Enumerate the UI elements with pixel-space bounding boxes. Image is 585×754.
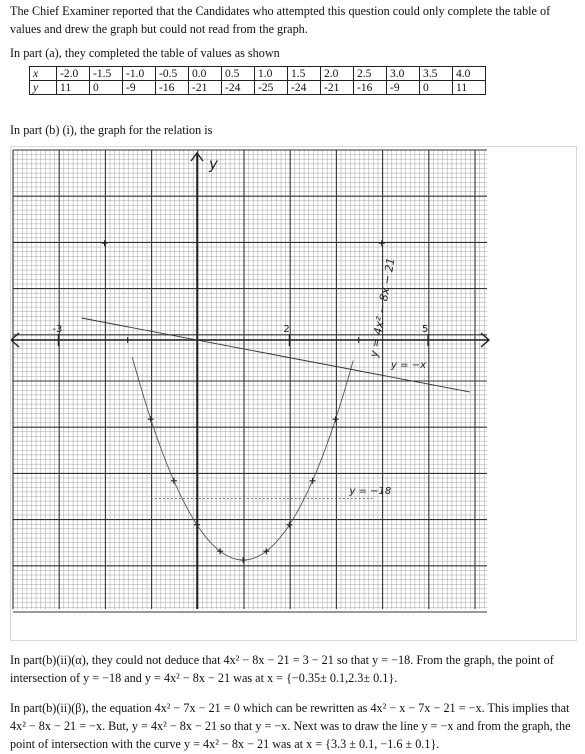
table-cell-x: 3.0 [387,67,420,81]
plotted-point [102,240,108,246]
plotted-point [286,522,292,528]
hline-label: y = −18 [349,486,392,497]
plotted-point [171,478,177,484]
graph-svg [11,147,576,640]
table-cell-x: 1.0 [255,67,288,81]
plotted-point [379,240,385,246]
table-cell-x: 4.0 [453,67,486,81]
minor-grid [13,150,487,609]
table-cell-x: -2.0 [57,67,90,81]
table-cell-y: -21 [321,81,354,95]
line-label: y = −x [391,360,426,372]
alpha-paragraph: In part(b)(ii)(α), they could not deduce that 4x² − 8x − 21 = 3 − 21 so that y = −18. From the graph, the point of intersection of y = −18 and y = 4x² − 8x − 21 was at x = {−0.35± 0.1,2.3± 0.1}. [10,653,554,685]
axis-tick-label: -3 [52,324,63,335]
table-cell-x: 3.5 [420,67,453,81]
table-cell-y: 11 [57,81,90,95]
table-cell-y: 11 [453,81,486,95]
table-cell-x: 0.0 [189,67,222,81]
table-cell-y: -9 [123,81,156,95]
table-header-y: y [30,81,57,95]
table-cell-x: 2.0 [321,67,354,81]
values-table [29,66,486,95]
axis-tick-label: 5 [422,324,429,335]
graph-figure [10,146,577,641]
table-cell-y: -16 [156,81,189,95]
plotted-point [356,337,362,343]
axis-tick-label: 2 [283,324,290,335]
plotted-point [125,337,131,343]
curve-label: y = 4x² − 8x − 21 [367,256,398,359]
table-cell-y: -24 [222,81,255,95]
plotted-point [240,557,246,563]
table-cell-x: 1.5 [288,67,321,81]
plotted-point [310,478,316,484]
intro-paragraph: The Chief Examiner reported that the Candidates who attempted this question could only complete the table of values and drew the graph but could not read from the graph. [10,4,551,36]
table-cell-x: -1.5 [90,67,123,81]
table-cell-y: -9 [387,81,420,95]
part-b-text: In part (b) (i), the graph for the relation is [10,123,213,137]
table-cell-y: -24 [288,81,321,95]
table-cell-y: -25 [255,81,288,95]
part-a-text: In part (a), they completed the table of values as shown [10,46,280,60]
table-cell-y: 0 [90,81,123,95]
table-cell-y: -21 [189,81,222,95]
table-cell-x: 2.5 [354,67,387,81]
beta-paragraph: In part(b)(ii)(β), the equation 4x² − 7x − 21 = 0 which can be rewritten as 4x² − x − 7x − 21 = −x. This implies that 4x² − 8x − 21 = −x. But, y = 4x² − 8x − 21 so that y = −x. Next was to draw the line y = −x and from the graph, the point of intersection with the curve y = 4x² − 8x − 21 was at x = {3.3 ± 0.1, −1.6 ± 0.1}. [10,701,571,751]
plotted-point [333,416,339,422]
table-row-y [30,81,486,95]
table-cell-x: -0.5 [156,67,189,81]
table-row-x [30,67,486,81]
y-axis-label: y [209,155,218,173]
table-cell-x: -1.0 [123,67,156,81]
plotted-point [148,416,154,422]
plotted-point [194,522,200,528]
table-cell-y: 0 [420,81,453,95]
table-cell-x: 0.5 [222,67,255,81]
table-header-x: x [30,67,57,81]
table-cell-y: -16 [354,81,387,95]
